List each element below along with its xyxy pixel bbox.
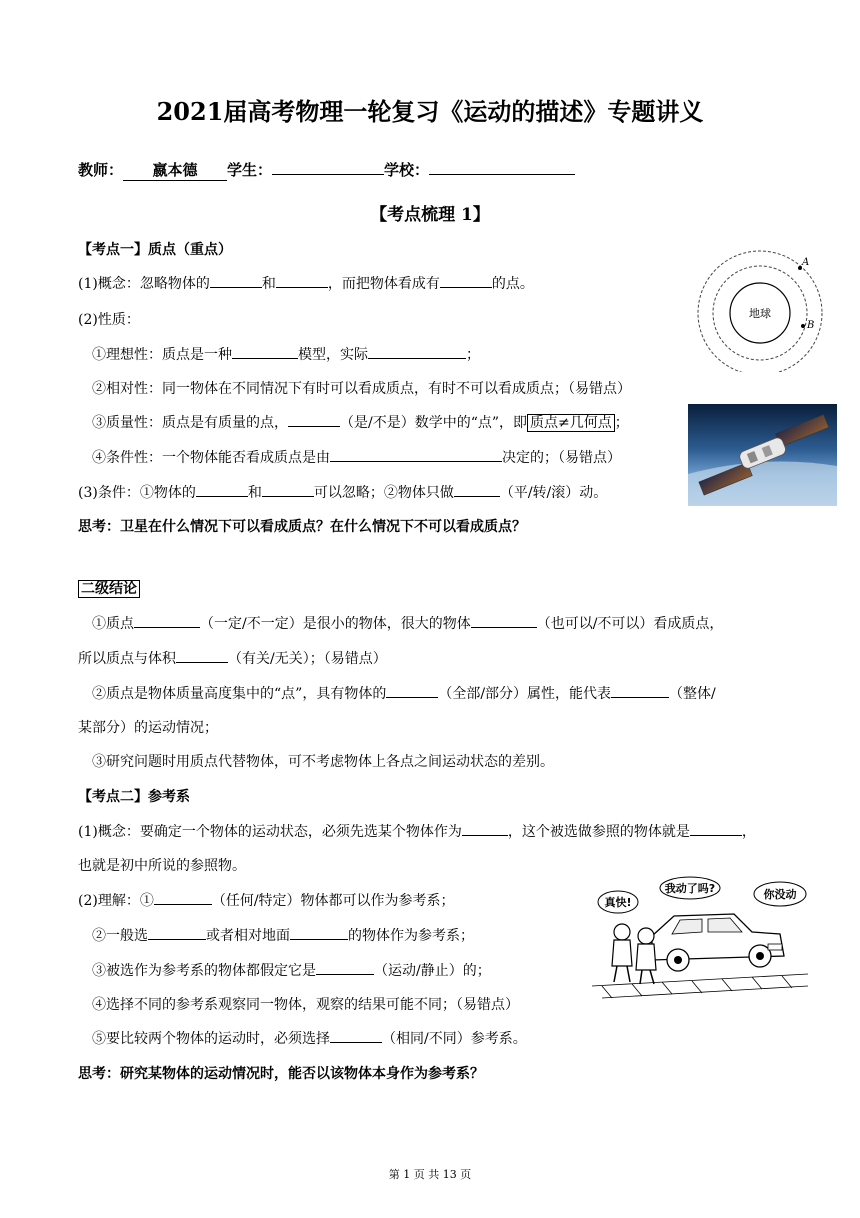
kp1-condition	[78, 482, 607, 502]
kp1-nature: (2)性质：	[78, 312, 140, 328]
section-title: 【考点梳理 1】	[370, 205, 490, 225]
text: （整体/	[669, 686, 716, 702]
kp1-n3	[92, 412, 629, 432]
bubble-fast: 真快!	[604, 896, 632, 909]
text: ；	[466, 347, 480, 363]
blank	[440, 273, 492, 288]
blank	[196, 482, 248, 497]
point-a-label: A	[802, 257, 810, 268]
teacher-name: 嬴本德	[152, 161, 198, 179]
text: ；	[614, 415, 629, 431]
earth-label: 地球	[749, 307, 771, 320]
kp1-concept	[78, 273, 534, 293]
blank	[134, 613, 200, 628]
kp2-u2	[92, 925, 474, 945]
text: 可以忽略；②物体只做	[313, 485, 454, 501]
kp1-n4	[92, 447, 621, 467]
blank	[330, 1028, 382, 1043]
text: ①质点	[92, 616, 134, 632]
blank	[454, 482, 500, 497]
text: 和	[247, 485, 262, 501]
text: （平/转/滚）动。	[499, 485, 608, 501]
kp2-heading: 【考点二】参考系	[78, 789, 190, 805]
teacher-line	[78, 158, 575, 181]
blank	[288, 412, 340, 427]
blank	[386, 683, 438, 698]
text: （一定/不一定）是很小的物体，很大的物体	[200, 616, 471, 632]
blank	[290, 925, 348, 940]
text: 的物体作为参考系；	[348, 928, 474, 944]
student-label: 学生：	[227, 161, 273, 179]
teacher-name-field	[123, 159, 227, 181]
conclusion-c3: ③研究问题时用质点代替物体，可不考虑物体上各点之间运动状态的差别。	[92, 754, 554, 770]
kp1-n2: ②相对性：同一物体在不同情况下有时可以看成质点，有时不可以看成质点；（易错点）	[92, 381, 631, 397]
text: （是/不是）数学中的“点”，即	[340, 415, 528, 431]
kp2-think: 思考：研究某物体的运动情况时，能否以该物体本身作为参考系？	[78, 1066, 484, 1082]
boxed-heading: 二级结论	[78, 580, 140, 598]
point-b-label: B	[807, 320, 815, 331]
text: （也可以/不可以）看成质点，	[536, 616, 724, 632]
text: ②质点是物体质量高度集中的“点”，具有物体的	[92, 686, 387, 702]
text: ②一般选	[92, 928, 148, 944]
text: (3)条件：①物体的	[78, 485, 196, 501]
earth-orbit-diagram	[696, 242, 826, 372]
student-field	[272, 158, 384, 175]
blank	[471, 613, 537, 628]
satellite-image	[688, 404, 837, 506]
blank	[176, 648, 228, 663]
text: ①理想性：质点是一种	[92, 347, 232, 363]
text: ，	[741, 824, 756, 840]
kp1-heading: 【考点一】质点（重点）	[78, 242, 232, 258]
conclusion-c2	[92, 683, 716, 703]
conclusion-c1	[92, 613, 723, 633]
conclusion-c2-cont: 某部分）的运动情况；	[78, 720, 218, 736]
text: 和	[261, 276, 276, 292]
text: 或者相对地面	[206, 928, 290, 944]
school-field	[429, 158, 575, 175]
text: ③被选作为参考系的物体都假定它是	[92, 963, 316, 979]
text: ，而把物体看成有	[327, 276, 440, 292]
school-label: 学校：	[384, 161, 430, 179]
blank	[232, 344, 298, 359]
kp2-u1	[78, 890, 455, 910]
kp2-concept-cont: 也就是初中所说的参照物。	[78, 858, 246, 874]
text: 模型，实际	[298, 347, 368, 363]
kp2-concept	[78, 821, 756, 841]
blank	[330, 447, 502, 462]
text: （全部/部分）属性，能代表	[438, 686, 612, 702]
text: (1)概念：忽略物体的	[78, 276, 210, 292]
kp1-think: 思考：卫星在什么情况下可以看成质点？在什么情况下不可以看成质点？	[78, 519, 526, 535]
blank	[462, 821, 508, 836]
conclusion-c1-cont	[78, 648, 387, 668]
text: ③质量性：质点是有质量的点，	[92, 415, 288, 431]
blank	[316, 960, 374, 975]
blank	[368, 344, 466, 359]
text: 决定的；（易错点）	[502, 450, 621, 466]
blank	[611, 683, 669, 698]
text: ，这个被选做参照的物体就是	[507, 824, 690, 840]
boxed-text: 质点≠几何点	[527, 414, 615, 432]
conclusion-heading	[78, 578, 140, 598]
text: ④条件性：一个物体能否看成质点是由	[92, 450, 330, 466]
kp2-u4: ④选择不同的参考系观察同一物体，观察的结果可能不同；（易错点）	[92, 997, 519, 1013]
text: （任何/特定）物体都可以作为参考系；	[211, 893, 455, 909]
kp2-u3	[92, 960, 491, 980]
cartoon-car-people	[592, 874, 808, 1004]
bubble-you-didnt-move: 你没动	[763, 888, 797, 901]
text: （有关/无关）；（易错点）	[228, 651, 387, 667]
bubble-did-i-move: 我动了吗?	[664, 882, 716, 895]
blank	[154, 890, 212, 905]
page-title: 2021届高考物理一轮复习《运动的描述》专题讲义	[156, 97, 704, 126]
text: 的点。	[491, 276, 534, 292]
text: (2)理解：①	[78, 893, 154, 909]
text: (1)概念：要确定一个物体的运动状态，必须先选某个物体作为	[78, 824, 462, 840]
text: （运动/静止）的；	[374, 963, 491, 979]
page-footer: 第 1 页 共 13 页	[388, 1168, 472, 1181]
text: ⑤要比较两个物体的运动时，必须选择	[92, 1031, 330, 1047]
kp1-n1	[92, 344, 480, 364]
blank	[148, 925, 206, 940]
teacher-label: 教师：	[78, 161, 124, 179]
text: 所以质点与体积	[78, 651, 176, 667]
kp2-u5	[92, 1028, 527, 1048]
text: （相同/不同）参考系。	[382, 1031, 527, 1047]
blank	[210, 273, 262, 288]
blank	[262, 482, 314, 497]
blank	[690, 821, 742, 836]
blank	[276, 273, 328, 288]
